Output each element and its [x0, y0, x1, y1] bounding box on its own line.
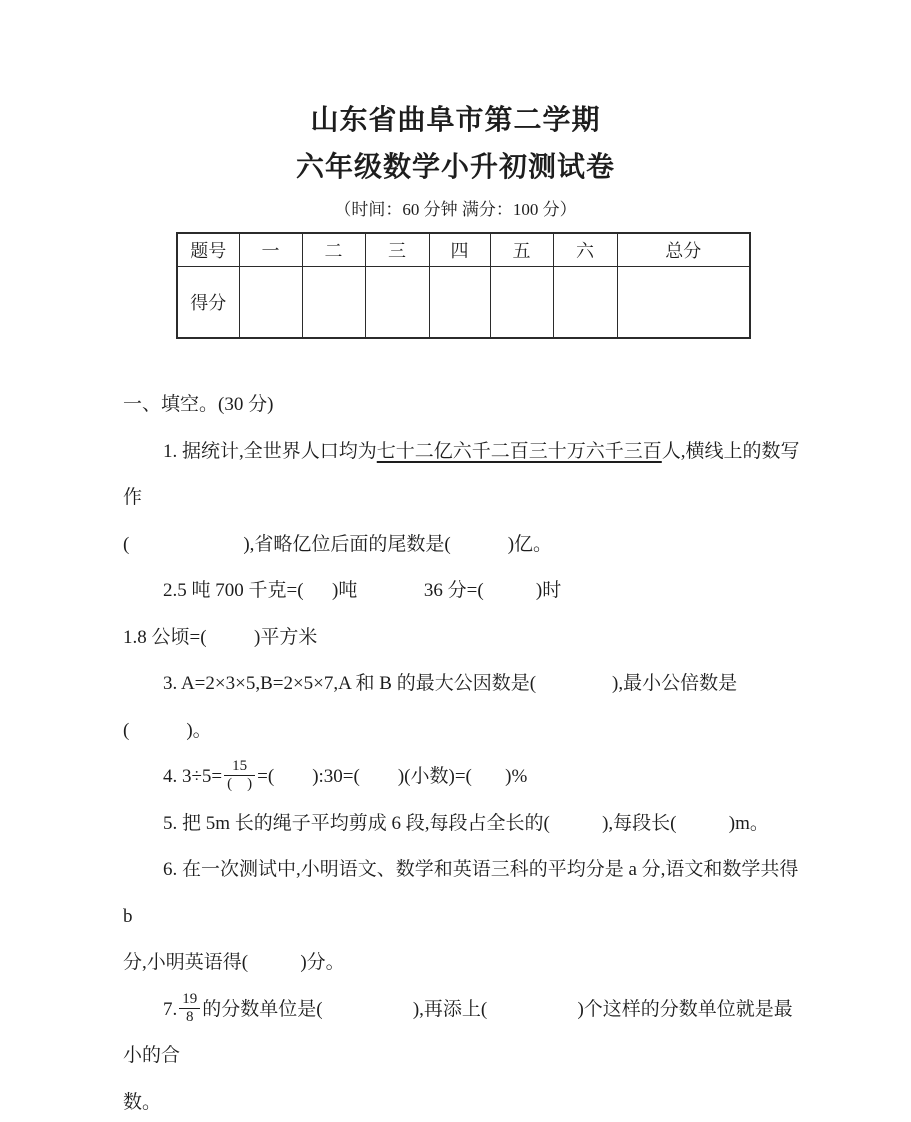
score-cell-empty	[302, 266, 365, 338]
paper-title-line1: 山东省曲阜市第二学期	[310, 105, 601, 136]
score-table-header-cell: 六	[553, 233, 617, 266]
score-cell-empty	[553, 266, 617, 338]
score-cell-empty	[365, 266, 429, 338]
q4-fraction-denominator: ( )	[224, 775, 255, 793]
q7-text-post: 的分数单位是( ),再添上( )个这样的分数单位就是最小的合	[123, 998, 793, 1066]
q4-text-pre: 4. 3÷5=	[163, 766, 223, 787]
question-3-line-2: ( )。	[123, 719, 212, 741]
score-cell-empty	[239, 266, 302, 338]
score-table-header-row	[177, 233, 750, 266]
question-2-line-2: 1.8 公顷=( )平方米	[123, 626, 318, 648]
score-cell-empty	[490, 266, 553, 338]
q1-text-pre: 1. 据统计,全世界人口均为	[163, 440, 377, 462]
q4-fraction-numerator: 15	[232, 758, 248, 775]
score-table-header-cell: 四	[429, 233, 490, 266]
q4-fraction	[224, 758, 255, 793]
score-table-header-cell: 题号	[177, 233, 239, 266]
paper-title-line2: 六年级数学小升初测试卷	[295, 152, 615, 183]
question-4-line	[123, 754, 801, 801]
score-table	[176, 232, 751, 339]
score-table-header-cell: 五	[490, 233, 553, 266]
question-7-line-1	[123, 987, 801, 1080]
score-table-score-row	[177, 266, 750, 338]
section-1-heading: 一、填空。(30 分)	[123, 394, 274, 415]
q7-fraction	[179, 991, 200, 1026]
score-cell-empty	[429, 266, 490, 338]
question-3-line-1: 3. A=2×3×5,B=2×5×7,A 和 B 的最大公因数是( ),最小公倍数是	[163, 673, 738, 694]
q7-fraction-numerator: 19	[182, 990, 198, 1007]
score-table-header-cell: 二	[302, 233, 365, 266]
question-1-line-2: ( ),省略亿位后面的尾数是( )亿。	[123, 533, 553, 555]
question-1-line-1	[123, 429, 801, 522]
question-7-line-2: 数。	[123, 1091, 162, 1113]
question-6-line-2: 分,小明英语得( )分。	[123, 952, 345, 973]
score-row-label: 得分	[177, 266, 239, 338]
questions-section	[123, 382, 804, 1122]
q1-underlined-number-words: 七十二亿六千二百三十万六千三百	[376, 440, 662, 462]
question-2-line-1: 2.5 吨 700 千克=( )吨 36 分=( )时	[163, 580, 562, 601]
q7-text-pre: 7.	[163, 998, 178, 1020]
question-5-line: 5. 把 5m 长的绳子平均剪成 6 段,每段占全长的( ),每段长( )m。	[163, 812, 769, 834]
paper-meta-time-score: （时间：60 分钟 满分：100 分）	[334, 200, 577, 219]
q1-text-post: 人,横线上的数写作	[123, 440, 800, 508]
paper-header	[0, 0, 911, 221]
question-6-line-1: 6. 在一次测试中,小明语文、数学和英语三科的平均分是 a 分,语文和数学共得 b	[123, 859, 804, 927]
score-table-header-cell: 一	[239, 233, 302, 266]
score-table-header-cell: 三	[365, 233, 429, 266]
score-table-header-cell: 总分	[617, 233, 750, 266]
q4-text-post: =( ):30=( )(小数)=( )%	[257, 766, 528, 787]
q7-fraction-denominator: 8	[179, 1008, 200, 1026]
score-cell-empty	[617, 266, 750, 338]
